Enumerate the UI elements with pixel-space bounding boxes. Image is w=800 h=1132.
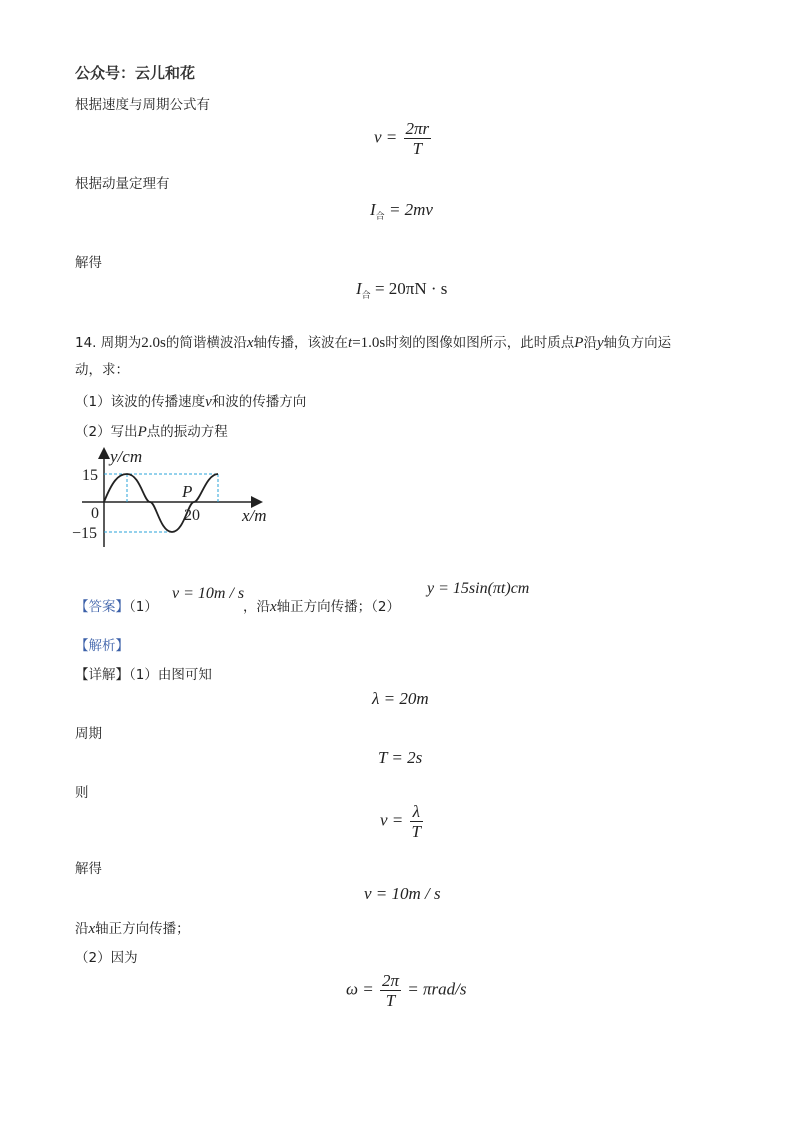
text-line: 周期: [75, 726, 102, 742]
q-var-v: v: [205, 394, 212, 410]
analysis-tag: 【解析】: [75, 638, 129, 654]
q-text: 轴负方向运: [603, 335, 672, 351]
eq-lhs: ω =: [346, 979, 374, 999]
eq-lhs: I: [356, 279, 362, 298]
fraction: [410, 803, 423, 840]
answer-text: 轴正方向传播；（2）: [276, 599, 401, 615]
detail-line1: [75, 663, 212, 683]
detail-tag: 【详解】: [75, 667, 129, 683]
point-P-label: P: [182, 482, 193, 501]
eq-lhs: I: [370, 200, 376, 219]
y-tick-pos: 15: [82, 467, 98, 484]
frac-num: λ: [410, 803, 423, 822]
y-axis-label: y/cm: [110, 447, 143, 466]
text-line: 解得: [75, 861, 102, 877]
origin-label: 0: [91, 505, 99, 522]
eq-T: T = 2s: [378, 748, 423, 767]
equation-velocity-result: [364, 884, 441, 904]
detail-direction: [75, 917, 190, 938]
detail-var-x: x: [88, 921, 96, 937]
answer-y-eq: y = 15sin(πt)cm: [427, 580, 530, 597]
eq-lhs: v =: [380, 810, 404, 830]
question-14-line1: [75, 331, 671, 352]
equation-impulse: [370, 200, 433, 222]
answer-var-x: x: [270, 599, 277, 615]
eq-lhs: v =: [374, 127, 398, 147]
answer-text: ，沿: [243, 599, 270, 615]
answer-velocity: [172, 585, 244, 603]
frac-den: T: [411, 822, 421, 841]
q-text: 点的振动方程: [146, 424, 228, 440]
answer-text: （1）: [129, 599, 158, 615]
eq-v-result: v = 10m / s: [364, 884, 441, 903]
frac-num: 2π: [381, 971, 400, 990]
q-eq: =: [352, 335, 361, 351]
eq-rhs: = 2mv: [388, 200, 433, 219]
question-14-line2: 动，求：: [75, 362, 129, 378]
frac-den: T: [385, 991, 396, 1010]
q-time: 1.0s: [360, 335, 386, 351]
sub-question-1: [75, 390, 306, 411]
q-text: （2）写出: [75, 424, 138, 440]
detail-text: （1）由图可知: [129, 667, 212, 683]
subscript: 合: [375, 212, 385, 222]
answer-tag: 【答案】: [75, 599, 129, 615]
q-var-x: x: [246, 335, 254, 351]
equation-lambda: [372, 689, 429, 709]
q-text: 沿: [583, 335, 597, 351]
text-line: 根据速度与周期公式有: [75, 97, 210, 113]
q-var-P: P: [137, 424, 147, 440]
answer-vibration-eq: [427, 580, 529, 598]
equation-impulse-result: [356, 279, 447, 301]
text-line: 根据动量定理有: [75, 176, 170, 192]
q-var-t: t: [348, 335, 353, 351]
detail-line2: （2）因为: [75, 950, 138, 966]
sine-wave-curve: [104, 474, 218, 532]
equation-omega: [346, 972, 466, 1009]
q-text: 的简谐横波沿: [165, 335, 247, 351]
q-text: 和波的传播方向: [211, 394, 307, 410]
answer-line: [75, 595, 158, 615]
q-text: 时刻的图像如图所示，此时质点: [385, 335, 575, 351]
y-tick-neg: −15: [72, 525, 98, 542]
q-var-P: P: [574, 335, 584, 351]
q-var-y: y: [596, 335, 604, 351]
sub-question-2: [75, 420, 228, 441]
eq-rhs: = 20πN · s: [374, 279, 448, 298]
detail-text: 沿: [75, 921, 89, 937]
fraction: [404, 120, 432, 157]
fraction: [380, 972, 401, 1009]
wave-graph: [60, 442, 290, 552]
q-text: （1）该波的传播速度: [75, 394, 206, 410]
frac-den: T: [412, 139, 423, 158]
wechat-header: 公众号：云儿和花: [75, 64, 196, 82]
answer-direction: [243, 595, 400, 616]
subscript: 合: [361, 291, 371, 301]
detail-text: 轴正方向传播；: [95, 921, 190, 937]
q-text: 14. 周期为: [75, 335, 142, 351]
equation-period: [378, 748, 422, 768]
answer-v-eq: v = 10m / s: [172, 585, 245, 602]
q-period: 2.0s: [141, 335, 166, 351]
text-line: 解得: [75, 255, 102, 271]
x-tick-20: 20: [184, 507, 200, 524]
equation-velocity-period: [374, 120, 433, 157]
q-text: 轴传播，该波在: [253, 335, 349, 351]
text-line: 则: [75, 785, 89, 801]
frac-num: 2πr: [405, 119, 430, 138]
x-axis-label: x/m: [242, 506, 267, 525]
equation-velocity: [380, 803, 425, 840]
eq-rhs: = πrad/s: [407, 979, 467, 999]
eq-lambda: λ = 20m: [372, 689, 429, 708]
